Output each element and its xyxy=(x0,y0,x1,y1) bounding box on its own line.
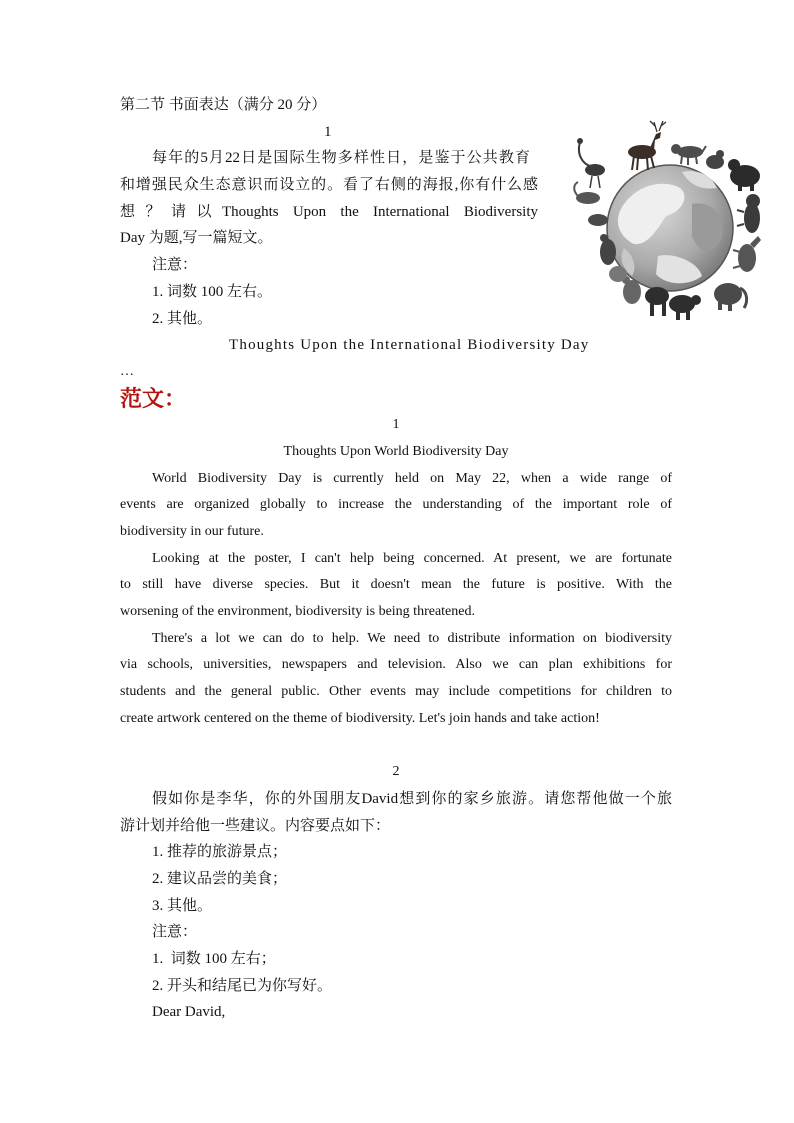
task2-prompt-line: 游计划并给他一些建议。内容要点如下： xyxy=(120,817,391,834)
elephant-silhouette xyxy=(714,283,747,311)
big-cat-silhouette-top xyxy=(671,144,706,165)
model1-paragraph-line: via schools, universities, newspapers and television. Also we can plan exhibitions for xyxy=(120,657,672,673)
lion-silhouette xyxy=(737,194,760,233)
monkey-silhouette xyxy=(706,150,724,169)
blank-line xyxy=(120,733,672,760)
model1-paragraph-line: to still have diverse species. But it doesn't mean the future is positive. With the xyxy=(120,577,672,593)
task1-number: 1 xyxy=(324,123,332,140)
task1-note: 1. 词数 100 左右。 xyxy=(152,283,273,300)
model1-title: Thoughts Upon World Biodiversity Day xyxy=(283,443,509,459)
task2-point: 1. 推荐的旅游景点； xyxy=(152,844,288,861)
task2-note: 2. 开头和结尾已为你写好。 xyxy=(152,977,333,994)
horse-silhouette xyxy=(733,236,761,272)
model1-paragraph-line: biodiversity in our future. xyxy=(120,524,264,539)
task1-prompt-line: 想？请以Thoughts Upon the International Biodiversity xyxy=(120,203,538,220)
task1-note: 2. 其他。 xyxy=(152,310,213,327)
task2-number: 2 xyxy=(392,764,400,780)
task1-prompt-line: 每年的5月22日是国际生物多样性日，是鉴于公共教育 xyxy=(152,150,530,167)
model1-paragraph-line: create artwork centered on the theme of biodiversity. Let's join hands and take action! xyxy=(120,710,600,726)
task1-notes-label: 注意： xyxy=(152,257,198,274)
model-essay-label: 范文： xyxy=(120,385,187,411)
document-body xyxy=(120,92,672,1026)
model1-paragraph-line: events are organized globally to increase the understanding of the important role of xyxy=(120,497,672,513)
task2-point: 3. 其他。 xyxy=(152,897,213,914)
model1-paragraph-line: There's a lot we can do to help. We need to distribute information on biodiversity xyxy=(152,630,672,646)
task2-greeting: Dear David, xyxy=(152,1004,226,1021)
section-heading: 第二节 书面表达（满分 20 分） xyxy=(120,97,327,113)
task2-note: 1. 词数 100 左右； xyxy=(152,951,276,967)
bear-silhouette-right xyxy=(728,159,760,191)
model1-paragraph-line: Looking at the poster, I can't help being concerned. At present, we are fortunate xyxy=(152,550,672,566)
task2-prompt-line: 假如你是李华，你的外国朋友David想到你的家乡旅游。请您帮他做一个旅 xyxy=(152,790,672,807)
task1-ellipsis: … xyxy=(120,363,134,379)
task1-prompt-line: 和增强民众生态意识而设立的。看了右侧的海报,你有什么感 xyxy=(120,177,538,194)
task1-essay-title: Thoughts Upon the International Biodiversity Day xyxy=(229,337,590,354)
task2-point: 2. 建议品尝的美食； xyxy=(152,870,288,887)
model1-paragraph-line: World Biodiversity Day is currently held on May 22, when a wide range of xyxy=(152,470,672,486)
model1-paragraph-line: students and the general public. Other events may include competitions for children to xyxy=(120,684,672,700)
model1-paragraph-line: worsening of the environment, biodiversity is being threatened. xyxy=(120,604,475,620)
model1-number: 1 xyxy=(392,417,400,433)
task1-prompt-line: Day 为题,写一篇短文。 xyxy=(120,230,273,247)
task2-notes-label: 注意： xyxy=(152,924,198,941)
